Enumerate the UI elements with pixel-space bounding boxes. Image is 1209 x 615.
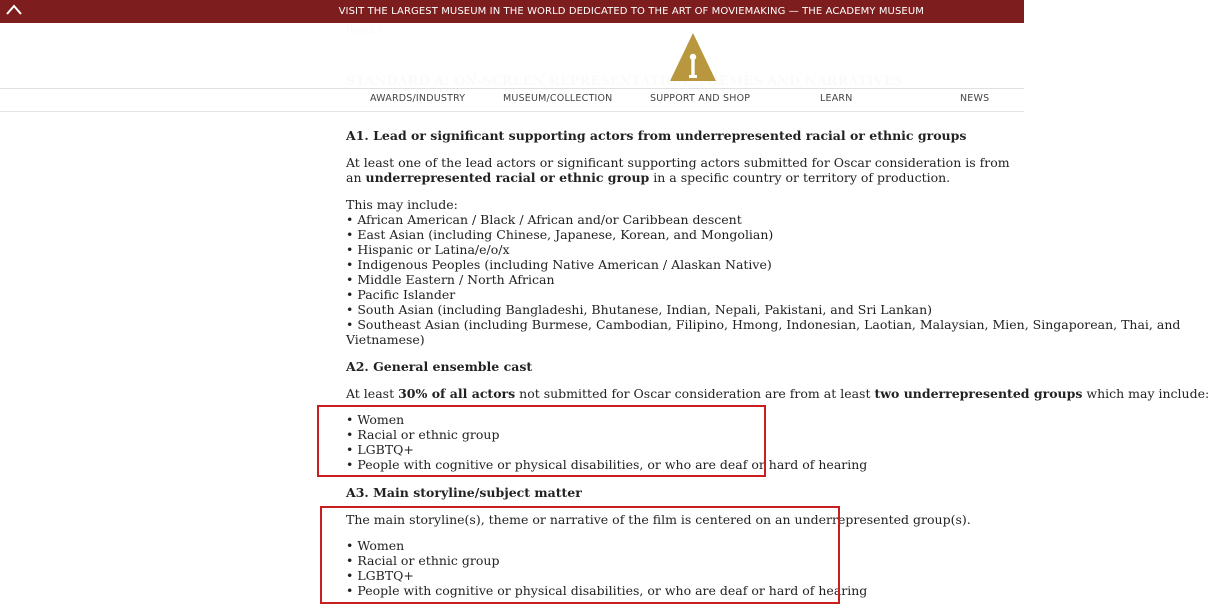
nav-news[interactable]: NEWS [960,93,990,104]
list-item: • Racial or ethnic group [346,427,867,442]
nav-divider [0,88,1024,89]
list-item: • People with cognitive or physical disabilities, or who are deaf or hard of hearing [346,457,867,472]
oscar-statuette-logo[interactable] [670,33,716,81]
list-item: • LGBTQ+ [346,442,867,457]
nav-awards-industry[interactable]: AWARDS/INDUSTRY [370,93,466,104]
list-item: • Indigenous Peoples (including Native American / Alaskan Native) [346,257,1180,272]
list-item: • South Asian (including Bangladeshi, Bhutanese, Indian, Nepali, Pakistani, and Sri Lankan) [346,302,1180,317]
a3-paragraph: The main storyline(s), theme or narrative of the film is centered on an underrepresented group(s). [346,512,971,527]
a1-paragraph: At least one of the lead actors or significant supporting actors submitted for Oscar consideration is from an underrepresented racial or ethnic group in a specific country or territory of production. [346,155,1010,185]
a1-groups-list [346,212,1180,332]
a2-paragraph: At least 30% of all actors not submitted for Oscar consideration are from at least two underrepresented groups which may include: [346,386,1209,401]
list-item: • Women [346,412,867,427]
a1-list-intro: This may include: [346,197,458,212]
highlight-box-a3 [320,506,840,604]
list-item: • East Asian (including Chinese, Japanese, Korean, and Mongolian) [346,227,1180,242]
site-header [0,23,1024,112]
a1-emphasis: underrepresented racial or ethnic group [365,170,650,185]
list-item: • Pacific Islander [346,287,1180,302]
nav-support-and-shop[interactable]: SUPPORT AND SHOP [650,93,751,104]
a1-list-continuation: Vietnamese) [346,332,425,347]
chevron-up-icon[interactable] [6,3,22,17]
list-item: • Women [346,538,867,553]
list-item: • People with cognitive or physical disabilities, or who are deaf or hard of hearing [346,583,867,598]
nav-museum-collection[interactable]: MUSEUM/COLLECTION [503,93,613,104]
nav-learn[interactable]: LEARN [820,93,853,104]
a3-heading: A3. Main storyline/subject matter [346,485,582,500]
highlight-box-a2-list [317,405,766,477]
a2-heading: A2. General ensemble cast [346,359,533,374]
list-item: • Middle Eastern / North African [346,272,1180,287]
announcement-link[interactable]: VISIT THE LARGEST MUSEUM IN THE WORLD DEDICATED TO THE ART OF MOVIEMAKING — THE ACADEMY MUSEUM [338,6,924,17]
a1-heading: A1. Lead or significant supporting actors from underrepresented racial or ethnic groups [346,128,967,143]
announcement-bar[interactable] [0,0,1024,23]
list-item: • Hispanic or Latina/e/o/x [346,242,1180,257]
list-item: • LGBTQ+ [346,568,867,583]
list-item: • African American / Black / African and/or Caribbean descent [346,212,1180,227]
list-item: • Racial or ethnic group [346,553,867,568]
list-item: • Southeast Asian (including Burmese, Cambodian, Filipino, Hmong, Indonesian, Laotian, Malaysian, Mien, Singaporean, Thai, and [346,317,1180,332]
